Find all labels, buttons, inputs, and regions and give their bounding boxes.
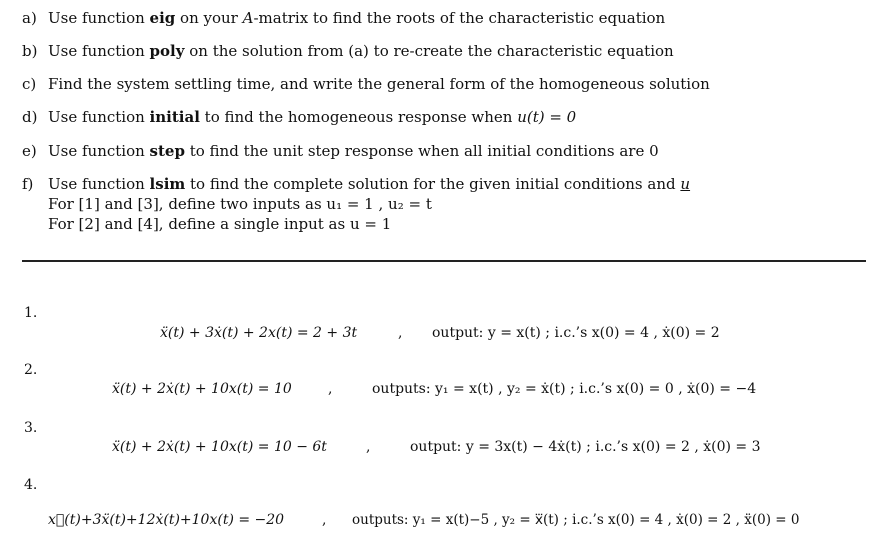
problem-3-details: output: y = 3x(t) − 4ẋ(t) ; i.c.’s x(0) = 2 , ẋ(0) = 3 [410,439,761,455]
problem-number: 3. [24,420,38,436]
task-f: f) Use function lsim to find the complete solution for the given initial conditions and u [22,175,691,193]
problem-4-equation: x⃛(t)+3ẍ(t)+12ẋ(t)+10x(t) = −20 [48,512,285,528]
task-f-note-2: For [2] and [4], define a single input as u = 1 [48,215,392,233]
task-label: e) [22,142,37,160]
problem-number: 1. [24,305,38,321]
problem-1-equation: ẍ(t) + 3ẋ(t) + 2x(t) = 2 + 3t [160,325,358,341]
task-e: e) Use function step to find the unit step response when all initial conditions are 0 [22,142,659,160]
separator: , [328,381,333,397]
function-name: lsim [149,175,186,193]
task-a: a) Use function eig on your A-matrix to find the roots of the characteristic equation [22,9,666,27]
task-label: c) [22,75,37,93]
problem-1-details: output: y = x(t) ; i.c.’s x(0) = 4 , ẋ(0) = 2 [432,325,720,341]
separator: , [398,325,403,341]
task-label: d) [22,108,38,126]
problem-number: 4. [24,477,38,493]
task-b: b) Use function poly on the solution from (a) to re-create the characteristic equation [22,42,674,60]
separator: , [322,512,327,528]
task-c: c) Find the system settling time, and write the general form of the homogeneous solution [22,75,710,93]
separator: , [366,439,371,455]
task-label: b) [22,42,38,60]
task-label: a) [22,9,37,27]
section-divider [22,260,866,262]
function-name: poly [149,42,185,60]
function-name: eig [149,9,176,27]
function-name: initial [149,108,200,126]
problem-number: 2. [24,362,38,378]
task-d: d) Use function initial to find the homogeneous response when u(t) = 0 [22,108,577,126]
problem-3-equation: ẍ(t) + 2ẋ(t) + 10x(t) = 10 − 6t [112,439,327,455]
function-name: step [149,142,185,160]
problem-2-details: outputs: y₁ = x(t) , y₂ = ẋ(t) ; i.c.’s x(0) = 0 , ẋ(0) = −4 [372,381,757,397]
task-label: f) [22,175,34,193]
problem-4-details: outputs: y₁ = x(t)−5 , y₂ = x⃛(t) ; i.c.’s x(0) = 4 , ẋ(0) = 2 , ẍ(0) = 0 [352,512,800,528]
task-f-note-1: For [1] and [3], define two inputs as u₁ = 1 , u₂ = t [48,195,432,213]
problem-2-equation: ẍ(t) + 2ẋ(t) + 10x(t) = 10 [112,381,292,397]
